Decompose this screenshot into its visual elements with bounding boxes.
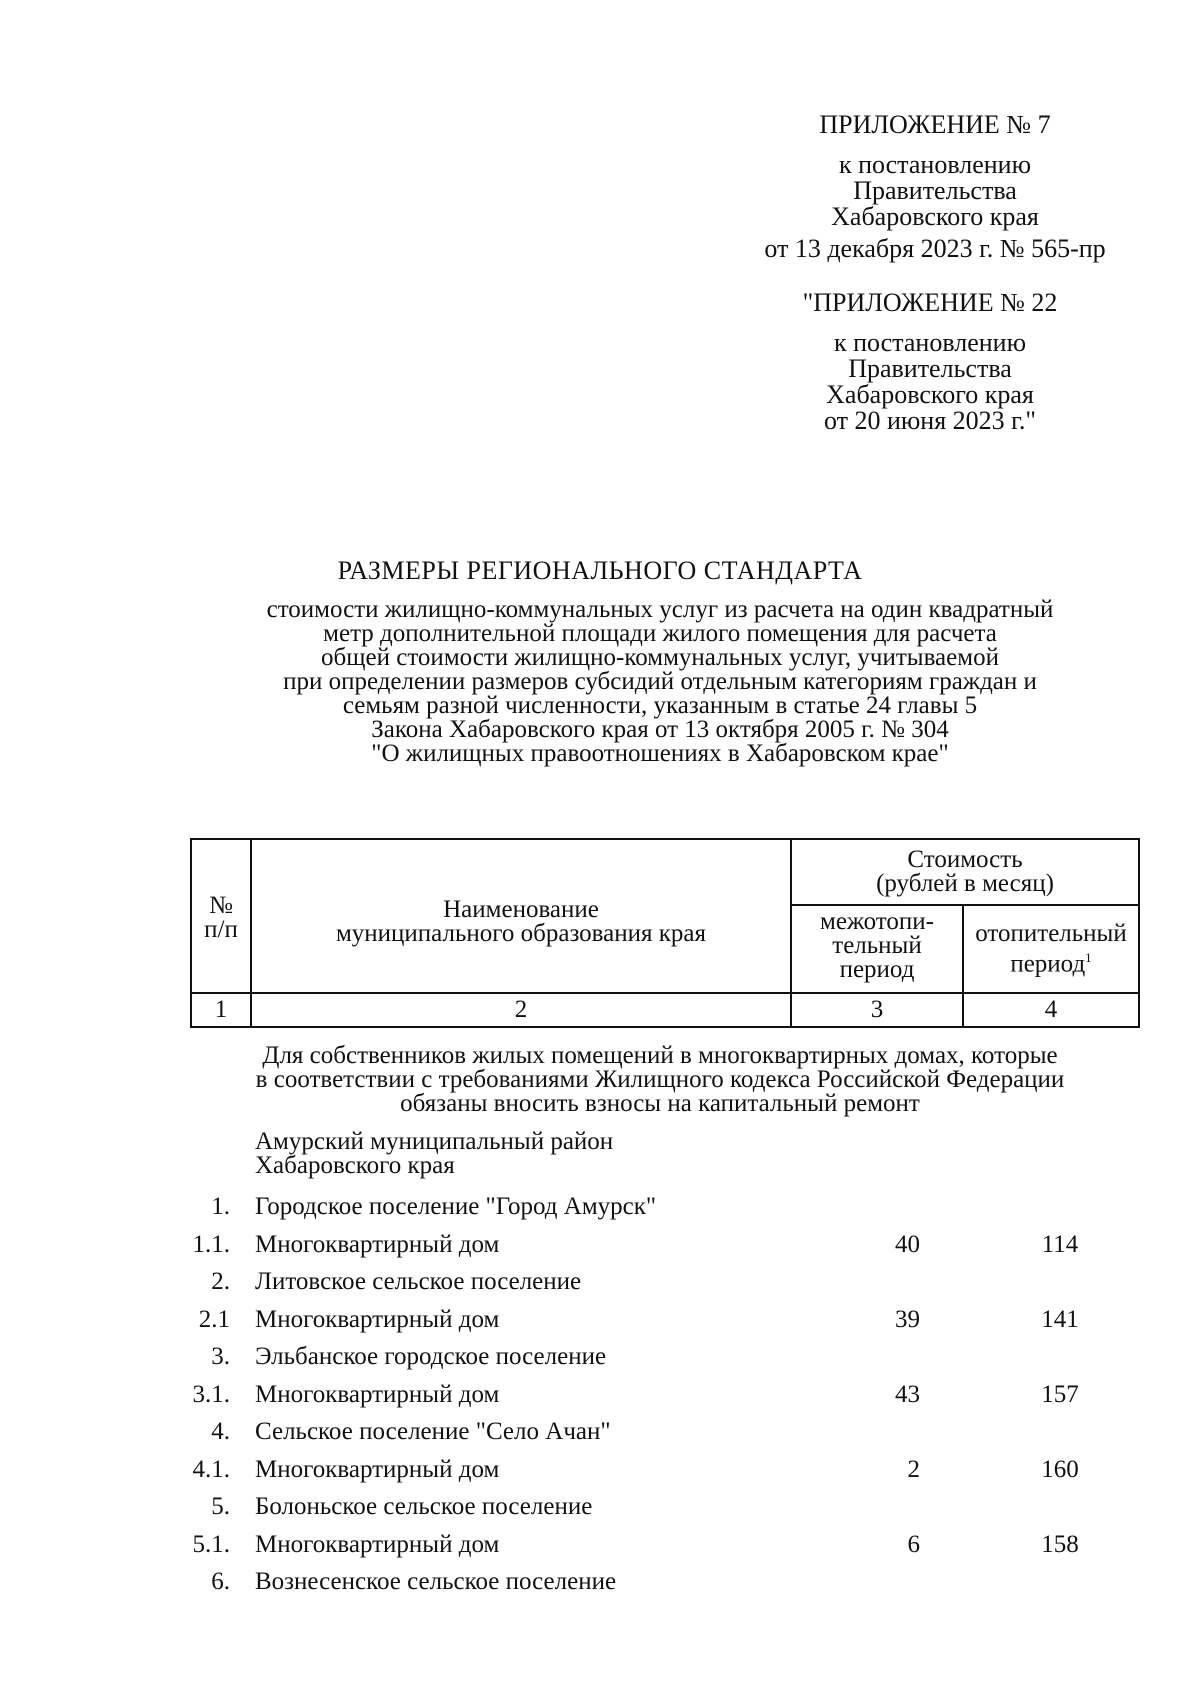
header-text: п/п — [204, 916, 238, 943]
row-value-heating: 157 — [1041, 1381, 1079, 1408]
table-header — [190, 838, 1140, 1028]
row-name: Вознесенское сельское поселение — [255, 1568, 617, 1595]
row-value-interheating: 43 — [895, 1381, 920, 1408]
row-number: 1.1. — [192, 1231, 230, 1258]
subtitle-line: Закона Хабаровского края от 13 октября 2005 г. № 304 — [371, 716, 949, 743]
column-header-cost — [792, 848, 1138, 896]
row-number: 3. — [211, 1343, 230, 1370]
row-number: 5. — [211, 1493, 230, 1520]
row-number: 4.1. — [192, 1456, 230, 1483]
table-row — [0, 1267, 1200, 1297]
subtitle-line: стоимости жилищно-коммунальных услуг из расчета на один квадратный — [266, 596, 1054, 623]
index-cell: 3 — [870, 996, 884, 1023]
row-value-heating: 141 — [1041, 1306, 1079, 1333]
row-name: Сельское поселение "Село Ачан" — [255, 1418, 611, 1445]
row-value-interheating: 39 — [895, 1306, 920, 1333]
row-name: Литовское сельское поселение — [255, 1268, 582, 1295]
subtitle-line: "О жилищных правоотношениях в Хабаровском крае" — [371, 740, 949, 767]
table-row — [0, 1530, 1200, 1560]
section-line: обязаны вносить взносы на капитальный ремонт — [400, 1090, 920, 1117]
attachment-ref-line: Хабаровского края — [831, 202, 1039, 231]
row-name: Многоквартирный дом — [255, 1381, 500, 1408]
row-value-heating: 160 — [1041, 1456, 1079, 1483]
attachment-reference — [790, 152, 1080, 230]
attachment-ref-line: Правительства — [848, 354, 1012, 383]
section-heading — [160, 1044, 1160, 1116]
row-name: Болоньское сельское поселение — [255, 1493, 593, 1520]
attachment-ref-line: к постановлению — [833, 328, 1027, 357]
row-name: Многоквартирный дом — [255, 1306, 500, 1333]
table-divider — [792, 904, 1138, 906]
row-number: 4. — [211, 1418, 230, 1445]
table-row — [0, 1492, 1200, 1522]
table-row — [0, 1417, 1200, 1447]
attachment-title: ПРИЛОЖЕНИЕ № 7 — [819, 110, 1051, 139]
header-text: (рублей в месяц) — [876, 870, 1054, 897]
header-text: Стоимость — [907, 846, 1023, 873]
row-number: 5.1. — [192, 1531, 230, 1558]
attachment-ref-line: к постановлению — [838, 150, 1032, 179]
quoted-attachment-reference — [780, 330, 1080, 408]
table-row — [0, 1230, 1200, 1260]
quoted-attachment-title: "ПРИЛОЖЕНИЕ № 22 — [802, 288, 1058, 317]
district-heading — [255, 1130, 815, 1178]
header-text: Наименование — [443, 896, 599, 923]
index-cell: 4 — [1044, 996, 1058, 1023]
table-row — [0, 1567, 1200, 1597]
row-number: 2.1 — [198, 1306, 230, 1333]
row-value-heating: 114 — [1041, 1231, 1079, 1258]
subtitle-line: метр дополнительной площади жилого помещения для расчета — [323, 620, 997, 647]
table-row — [0, 1380, 1200, 1410]
document-subtitle — [180, 598, 1140, 766]
subtitle-line: при определении размеров субсидий отдельным категориям граждан и — [283, 668, 1037, 695]
row-number: 3.1. — [192, 1381, 230, 1408]
document-title: РАЗМЕРЫ РЕГИОНАЛЬНОГО СТАНДАРТА — [337, 556, 863, 585]
row-name: Городское поселение "Город Амурск" — [255, 1193, 657, 1220]
section-line: Для собственников жилых помещений в многоквартирных домах, которые — [262, 1042, 1058, 1069]
attachment-ref-line: Хабаровского края — [826, 380, 1034, 409]
table-row — [0, 1455, 1200, 1485]
row-name: Многоквартирный дом — [255, 1231, 500, 1258]
table-row — [0, 1305, 1200, 1335]
header-text: период — [839, 956, 915, 983]
index-cell: 1 — [214, 996, 228, 1023]
district-line: Хабаровского края — [255, 1152, 455, 1179]
attachment-date: от 13 декабря 2023 г. № 565-пр — [764, 234, 1106, 263]
table-row — [0, 1342, 1200, 1372]
row-name: Многоквартирный дом — [255, 1531, 500, 1558]
attachment-ref-line: Правительства — [853, 176, 1017, 205]
index-cell: 2 — [514, 996, 528, 1023]
row-number: 1. — [211, 1193, 230, 1220]
row-value-interheating: 6 — [907, 1531, 920, 1558]
district-line: Амурский муниципальный район — [255, 1128, 614, 1155]
header-text: тельный — [832, 932, 922, 959]
row-name: Эльбанское городское поселение — [255, 1343, 607, 1370]
row-number: 6. — [211, 1568, 230, 1595]
table-divider — [192, 992, 1138, 994]
column-header-number — [192, 894, 250, 942]
header-text-with-footnote — [964, 946, 1138, 976]
row-value-interheating: 2 — [907, 1456, 920, 1483]
section-line: в соответствии с требованиями Жилищного кодекса Российской Федерации — [255, 1066, 1065, 1093]
quoted-attachment-date: от 20 июня 2023 г." — [823, 406, 1037, 435]
footnote-marker: 1 — [1085, 950, 1092, 965]
row-number: 2. — [211, 1268, 230, 1295]
header-text: муниципального образования края — [335, 920, 707, 947]
row-value-interheating: 40 — [895, 1231, 920, 1258]
header-text: период — [1010, 950, 1086, 978]
header-text: межотопи- — [820, 908, 934, 935]
header-text: № — [209, 892, 233, 919]
column-header-name — [252, 898, 790, 946]
subtitle-line: семьям разной численности, указанным в статье 24 главы 5 — [342, 692, 978, 719]
row-value-heating: 158 — [1041, 1531, 1079, 1558]
subtitle-line: общей стоимости жилищно-коммунальных услуг, учитываемой — [321, 644, 999, 671]
header-text: отопительный — [975, 920, 1127, 947]
column-header-interheating — [792, 910, 962, 982]
column-header-heating — [964, 922, 1138, 976]
row-name: Многоквартирный дом — [255, 1456, 500, 1483]
table-row — [0, 1192, 1200, 1222]
